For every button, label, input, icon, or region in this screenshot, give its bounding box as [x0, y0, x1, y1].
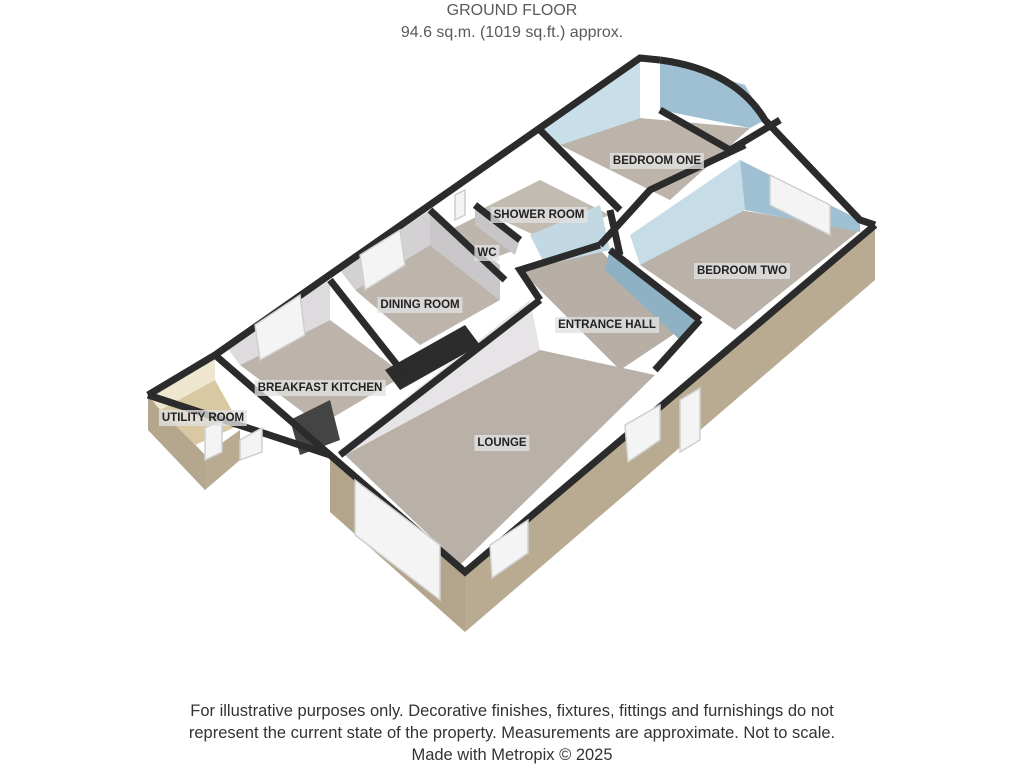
door-entrance — [680, 388, 700, 452]
label-breakfast-kitchen: BREAKFAST KITCHEN — [255, 380, 386, 396]
label-dining-room: DINING ROOM — [377, 297, 462, 313]
window-wc — [455, 190, 465, 220]
label-shower-room: SHOWER ROOM — [491, 207, 588, 223]
label-lounge: LOUNGE — [474, 435, 529, 451]
door-kitchen — [240, 428, 262, 460]
label-wc: WC — [474, 245, 499, 261]
label-entrance-hall: ENTRANCE HALL — [555, 317, 659, 333]
label-bedroom-one: BEDROOM ONE — [610, 153, 704, 169]
window-utility — [205, 420, 222, 460]
label-bedroom-two: BEDROOM TWO — [694, 263, 790, 279]
disclaimer-line-1: For illustrative purposes only. Decorative finishes, fixtures, fittings and furnishings do not — [190, 702, 834, 720]
floor-title: GROUND FLOOR — [446, 2, 578, 19]
disclaimer-line-2: represent the current state of the property. Measurements are approximate. Not to scale. — [188, 724, 836, 742]
label-utility-room: UTILITY ROOM — [159, 410, 247, 426]
disclaimer — [0, 700, 1024, 766]
disclaimer-line-3: Made with Metropix © 2025 — [411, 746, 613, 764]
floor-area: 94.6 sq.m. (1019 sq.ft.) approx. — [400, 24, 624, 41]
